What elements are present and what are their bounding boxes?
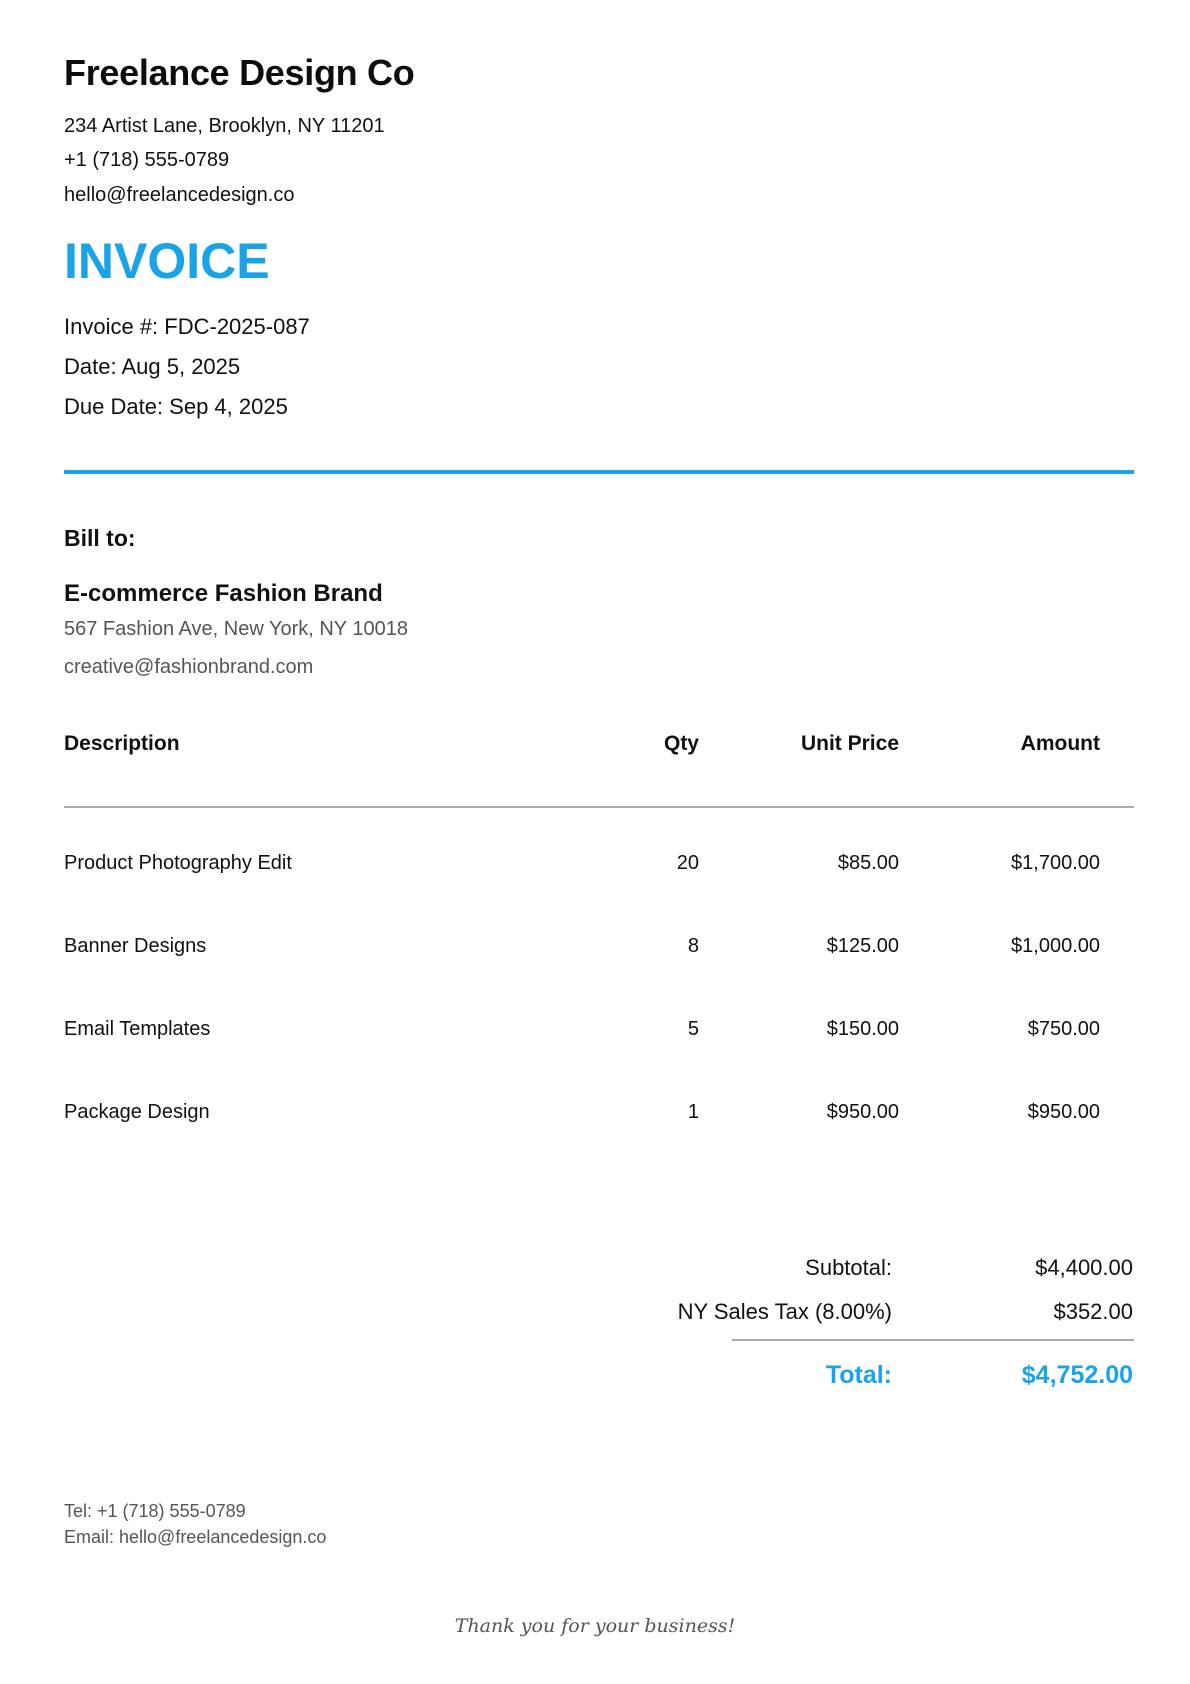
row-amount: $1,000.00 [1011,935,1100,957]
invoice-due-date: Due Date: Sep 4, 2025 [64,394,288,419]
company-address: 234 Artist Lane, Brooklyn, NY 11201 [64,115,385,137]
invoice-title: INVOICE [64,233,270,289]
bill-to-label: Bill to: [64,525,136,551]
subtotal-label: Subtotal: [805,1255,892,1280]
row-amount: $1,700.00 [1011,852,1100,874]
company-email: hello@freelancedesign.co [64,184,295,206]
row-unit-price: $85.00 [837,852,899,874]
row-qty: 20 [676,852,699,874]
row-amount: $750.00 [1027,1018,1100,1040]
row-qty: 1 [687,1101,699,1123]
table-row [0,935,1190,965]
row-description: Banner Designs [64,935,207,957]
row-description: Email Templates [64,1018,211,1040]
row-unit-price: $125.00 [826,935,899,957]
accent-divider [64,470,1134,474]
tax-value: $352.00 [1053,1299,1133,1324]
row-description: Package Design [64,1101,210,1123]
client-email: creative@fashionbrand.com [64,656,314,678]
column-header-description: Description [64,732,180,755]
thank-you-note: Thank you for your business! [454,1615,736,1637]
column-header-unit-price: Unit Price [800,732,899,755]
row-qty: 5 [687,1018,699,1040]
table-row [0,852,1190,882]
tax-label: NY Sales Tax (8.00%) [677,1299,892,1324]
row-unit-price: $950.00 [826,1101,899,1123]
invoice-number: Invoice #: FDC-2025-087 [64,314,310,339]
row-qty: 8 [687,935,699,957]
table-row [0,1018,1190,1048]
footer-tel: Tel: +1 (718) 555-0789 [64,1501,246,1521]
table-row [0,1101,1190,1131]
company-name: Freelance Design Co [64,52,415,93]
footer-email: Email: hello@freelancedesign.co [64,1527,327,1547]
row-unit-price: $150.00 [826,1018,899,1040]
row-amount: $950.00 [1027,1101,1100,1123]
table-divider [64,806,1134,808]
column-header-amount: Amount [1020,732,1100,755]
client-name: E-commerce Fashion Brand [64,580,383,607]
total-label: Total: [825,1361,892,1389]
subtotal-value: $4,400.00 [1035,1255,1133,1280]
company-phone: +1 (718) 555-0789 [64,149,230,171]
column-header-qty: Qty [663,732,699,755]
row-description: Product Photography Edit [64,852,292,874]
totals-divider [732,1339,1134,1341]
invoice-date: Date: Aug 5, 2025 [64,354,241,379]
total-value: $4,752.00 [1021,1361,1133,1389]
client-address: 567 Fashion Ave, New York, NY 10018 [64,618,408,640]
